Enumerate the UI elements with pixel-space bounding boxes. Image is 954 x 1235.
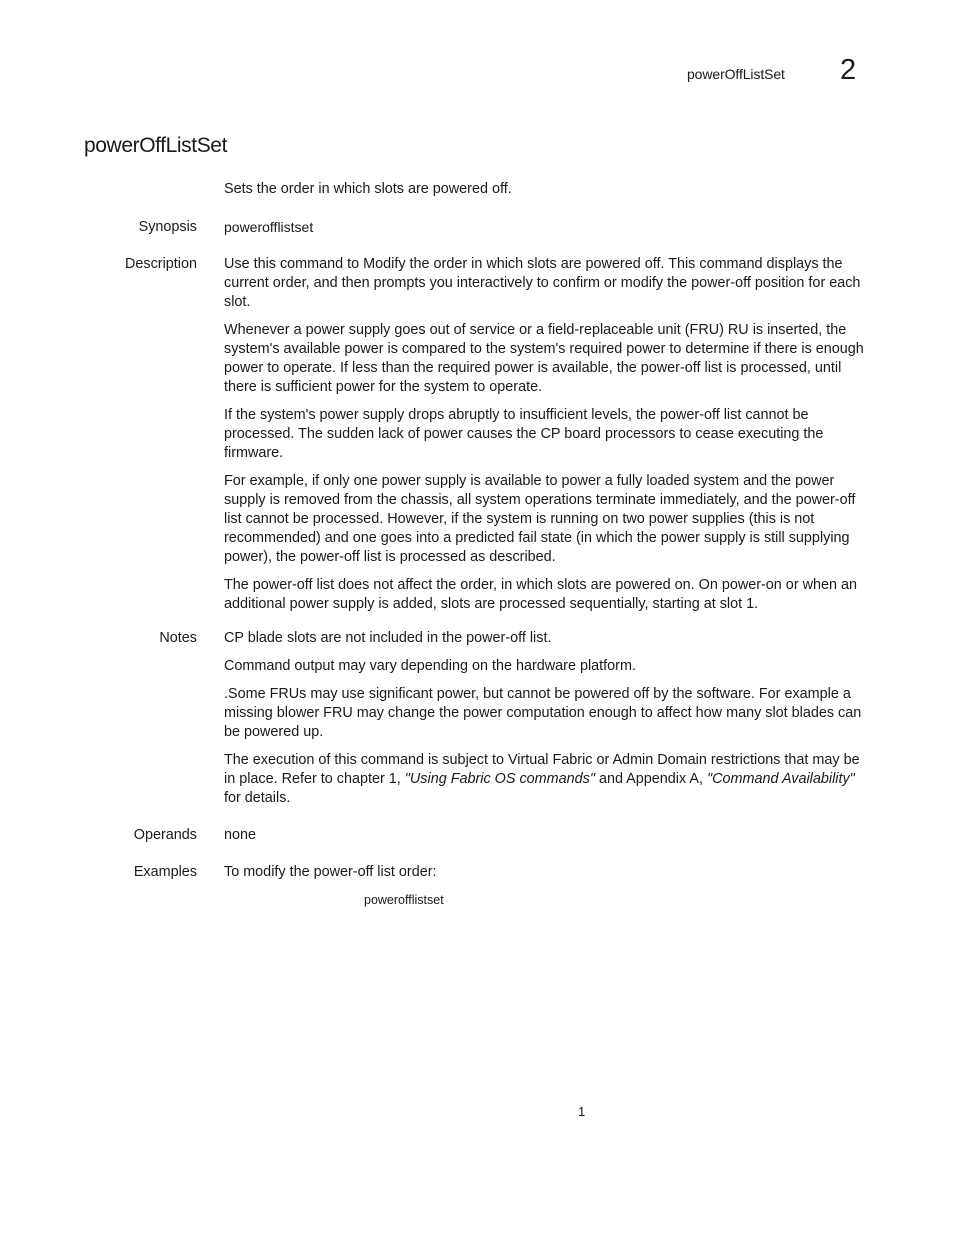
notes-paragraph: .Some FRUs may use significant power, but cannot be powered off by the software. For example a missing blower FRU may change the power computation enough to affect how many slot blades can be powered up. (224, 686, 862, 740)
examples-intro: To modify the power-off list order: (224, 864, 437, 880)
notes-label: Notes (159, 630, 197, 646)
description-paragraph: If the system's power supply drops abruptly to insufficient levels, the power-off list cannot be processed. The sudden lack of power causes the CP board processors to cease executing the firmware. (224, 407, 824, 461)
chapter-number: 2 (840, 54, 857, 86)
description-paragraph: The power-off list does not affect the order, in which slots are powered on. On power-on or when an additional power supply is added, slots are processed sequentially, starting at slot 1. (224, 577, 858, 612)
restriction-text: and Appendix A, (594, 771, 707, 787)
description-paragraph: For example, if only one power supply is available to power a fully loaded system and the power supply is removed from the chassis, all system operations terminate immediately, and the power-off list cannot be processed. However, if the system is running on two power supplies (this is not recommended) and one goes into a predicted fail state (in which the power supply is still supplying power), the power-off list is processed as described. (224, 473, 856, 565)
synopsis-command: powerofflistset (224, 219, 314, 235)
notes-restriction (224, 751, 869, 808)
examples-label: Examples (133, 864, 197, 880)
restriction-text: The execution of this command is subject to Virtual Fabric or Admin Domain restrictions that may be in place. Refer to chapter 1, (224, 752, 860, 787)
description-paragraph: Whenever a power supply goes out of service or a field-replaceable unit (FRU) RU is inserted, the system's available power is compared to the system's required power to determine if there is enough power to operate. If less than the required power is available, the power-off list is processed, until there is sufficient power for the system to operate. (224, 322, 864, 395)
description-paragraph: Use this command to Modify the order in which slots are powered off. This command displays the current order, and then prompts you interactively to confirm or modify the power-off position for each slot. (224, 256, 861, 310)
intro-text: Sets the order in which slots are powered off. (224, 181, 512, 197)
restriction-text: for details. (224, 790, 291, 806)
page-number: 1 (578, 1104, 586, 1119)
restriction-ref: "Command Availability" (706, 771, 855, 787)
operands-label: Operands (133, 827, 197, 843)
operands-value: none (224, 827, 257, 843)
running-head: powerOffListSet (687, 66, 785, 82)
description-label: Description (125, 256, 197, 272)
page-title: powerOffListSet (84, 134, 228, 157)
example-code: powerofflistset (364, 893, 444, 907)
notes-content (224, 629, 869, 817)
description-content (224, 255, 869, 623)
notes-paragraph: Command output may vary depending on the hardware platform. (224, 658, 636, 674)
restriction-ref: "Using Fabric OS commands" (404, 771, 595, 787)
notes-paragraph: CP blade slots are not included in the power-off list. (224, 630, 552, 646)
synopsis-label: Synopsis (138, 219, 197, 235)
